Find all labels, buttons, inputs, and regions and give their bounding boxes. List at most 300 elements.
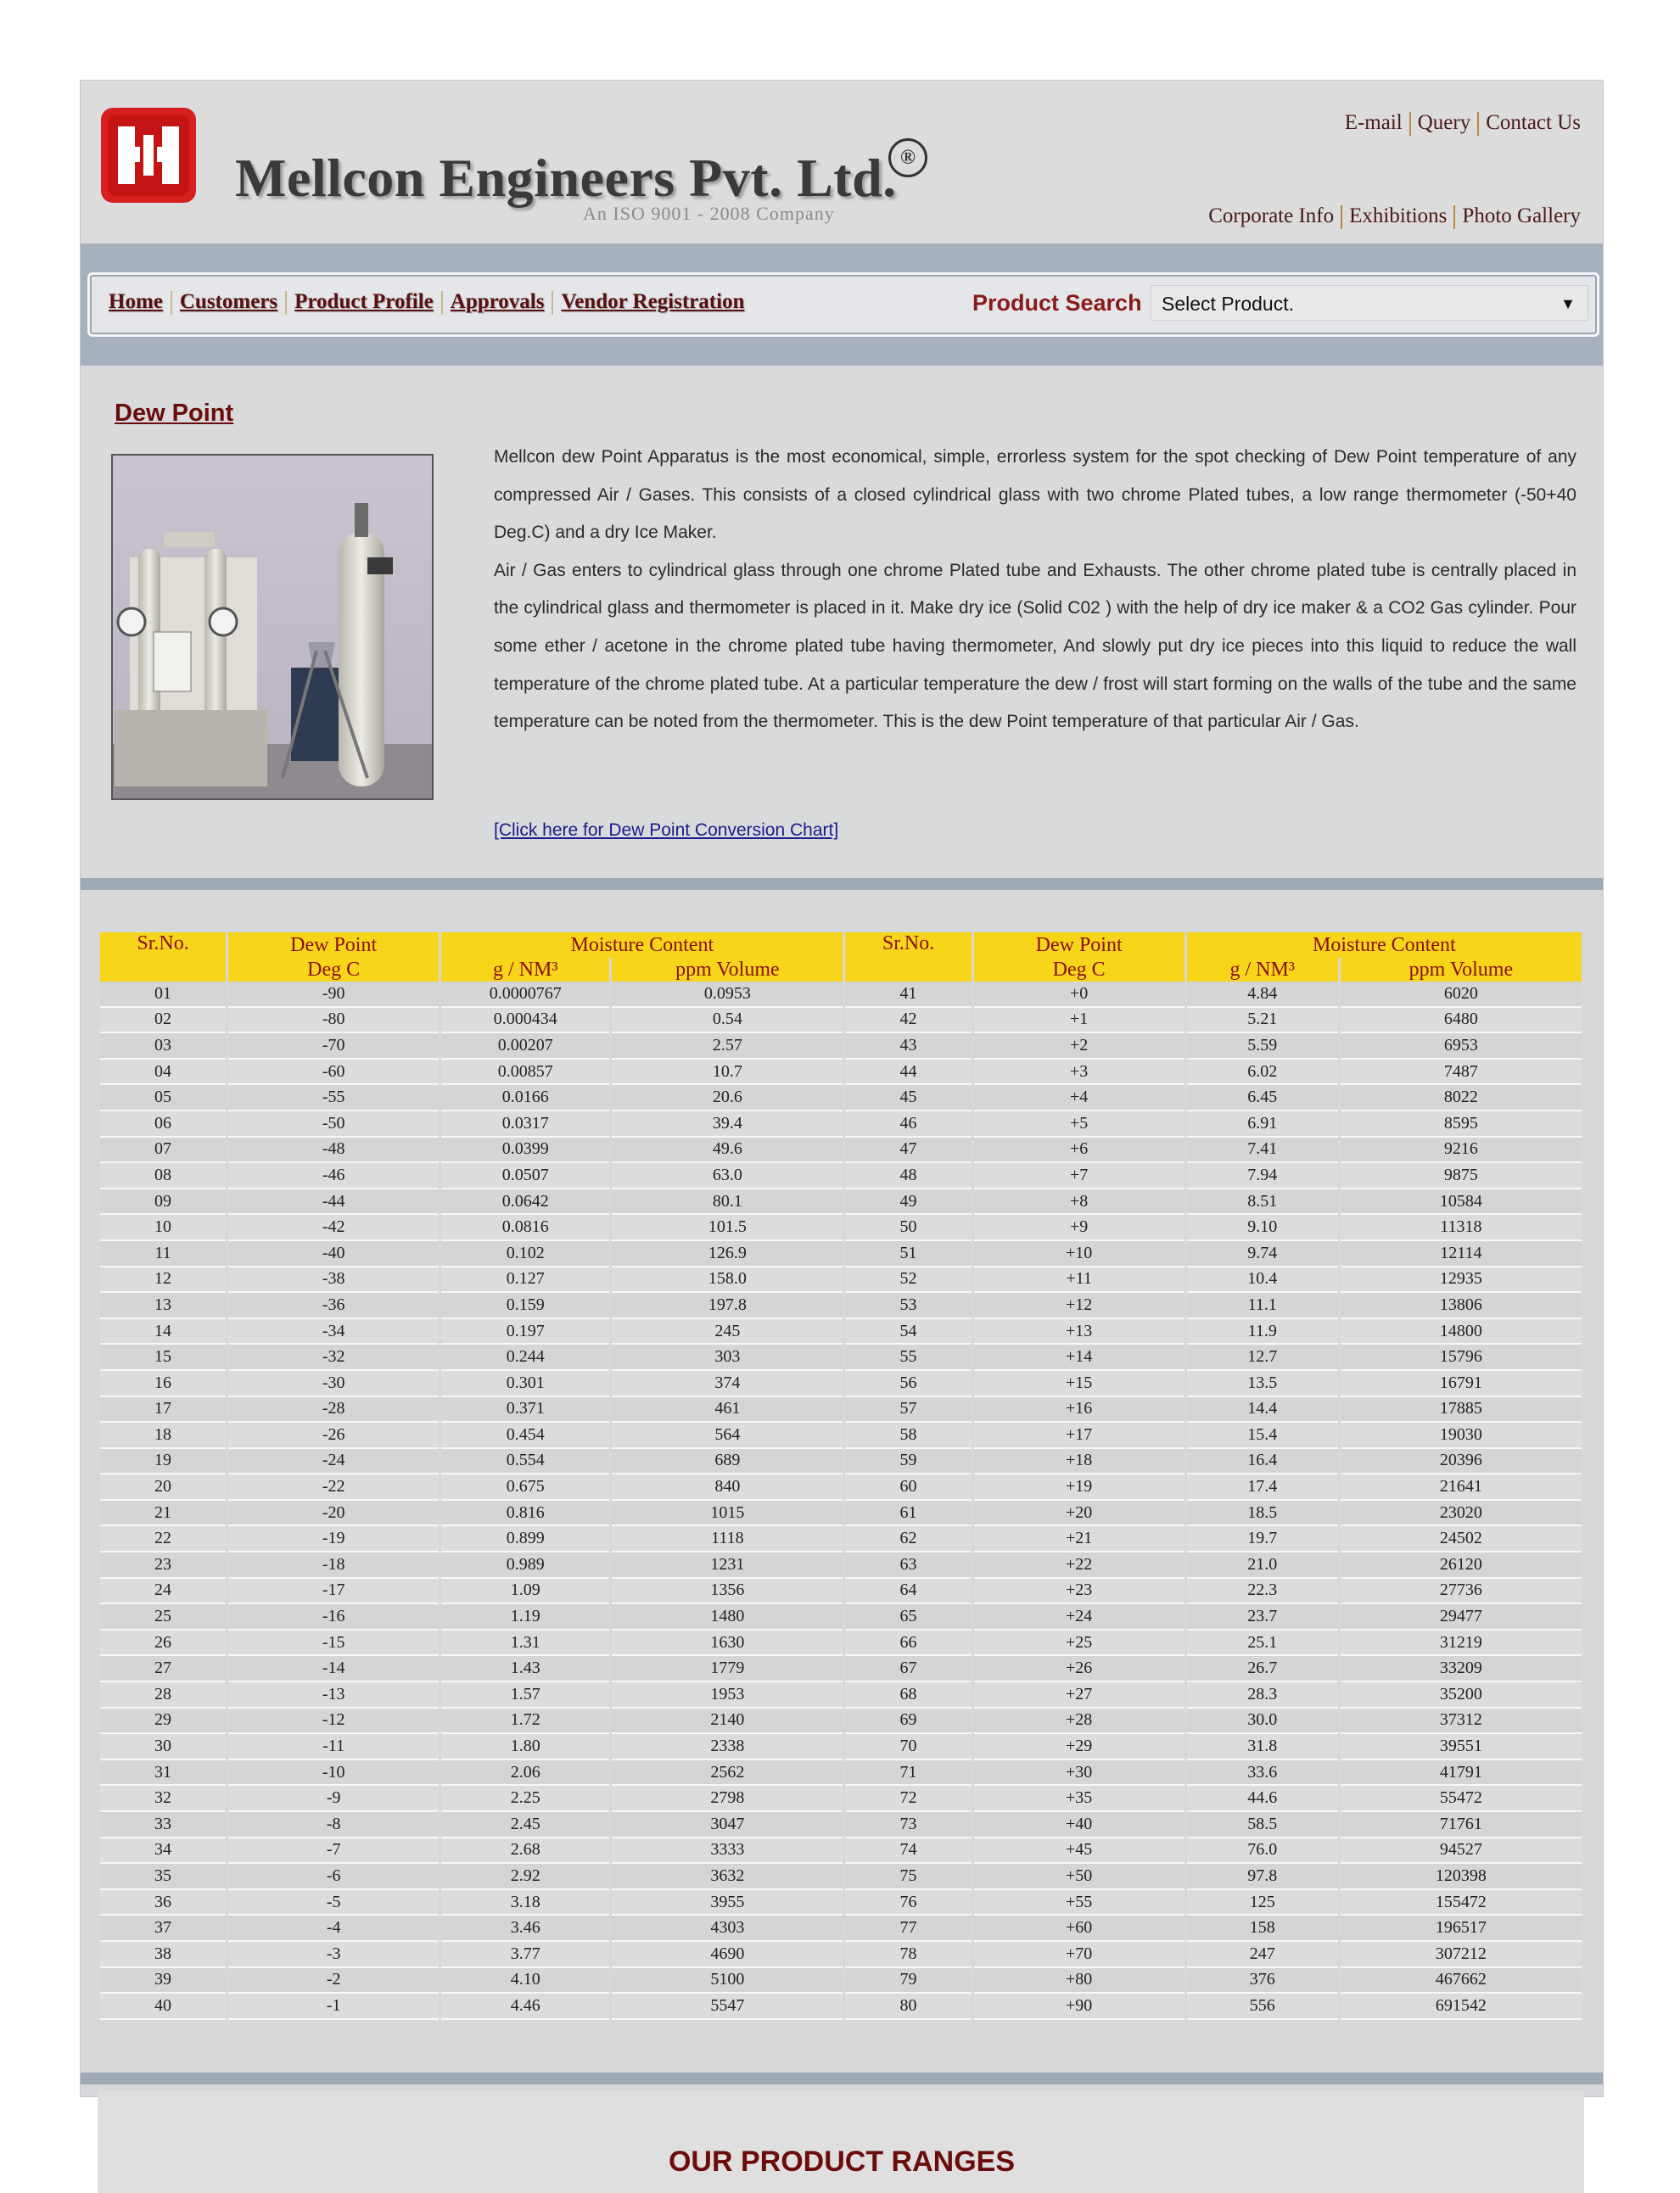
table-subheader-row — [100, 958, 1582, 982]
table-row — [100, 1890, 1582, 1916]
dew-point-cell: +6 — [974, 1138, 1184, 1164]
sr-no-cell: 16 — [100, 1371, 226, 1397]
g-nm3-cell: 0.371 — [441, 1397, 609, 1424]
table-row — [100, 1501, 1582, 1527]
dew-point-cell: -6 — [228, 1864, 439, 1890]
sr-no-cell: 31 — [100, 1760, 226, 1787]
product-select-value: Select Product. — [1162, 293, 1294, 315]
dew-point-cell: -1 — [228, 1994, 439, 2020]
sr-no-cell: 09 — [100, 1189, 226, 1216]
sr-no-cell: 02 — [100, 1008, 226, 1034]
sr-no-cell: 12 — [100, 1267, 226, 1294]
dew-point-cell: -55 — [228, 1085, 439, 1111]
conversion-chart-link[interactable]: [Click here for Dew Point Conversion Chart] — [494, 820, 839, 840]
ppm-volume-cell: 41791 — [1341, 1760, 1582, 1787]
g-nm3-cell: 11.9 — [1187, 1319, 1338, 1345]
dew-point-cell: -9 — [228, 1786, 439, 1812]
ppm-volume-cell: 80.1 — [612, 1189, 843, 1216]
sr-no-cell: 41 — [845, 982, 971, 1008]
ppm-volume-cell: 9875 — [1341, 1163, 1582, 1189]
ppm-volume-cell: 689 — [612, 1449, 843, 1475]
sr-no-cell: 25 — [100, 1604, 226, 1631]
dew-point-cell: -10 — [228, 1760, 439, 1787]
product-photo — [111, 454, 434, 800]
ppm-volume-cell: 2338 — [612, 1734, 843, 1760]
dew-point-cell: -5 — [228, 1890, 439, 1916]
g-nm3-cell: 0.454 — [441, 1423, 609, 1449]
sr-no-cell: 30 — [100, 1734, 226, 1760]
sr-no-cell: 01 — [100, 982, 226, 1008]
ppm-volume-cell: 303 — [612, 1345, 843, 1371]
sr-no-cell: 77 — [845, 1916, 971, 1942]
ppm-volume-cell: 197.8 — [612, 1293, 843, 1319]
g-nm3-cell: 5.21 — [1187, 1008, 1338, 1034]
ppm-volume-cell: 1231 — [612, 1552, 843, 1579]
sr-no-cell: 52 — [845, 1267, 971, 1294]
g-nm3-cell: 1.57 — [441, 1682, 609, 1709]
g-nm3-cell: 556 — [1187, 1994, 1338, 2020]
corporate-info-link[interactable]: Corporate Info — [1208, 204, 1335, 227]
table-row — [100, 1838, 1582, 1865]
dew-point-cell: +3 — [974, 1060, 1184, 1086]
g-nm3-cell: 14.4 — [1187, 1397, 1338, 1424]
ppm-volume-cell: 7487 — [1341, 1060, 1582, 1086]
g-nm3-cell: 5.59 — [1187, 1033, 1338, 1060]
g-nm3-cell: 6.91 — [1187, 1111, 1338, 1138]
g-nm3-cell: 0.197 — [441, 1319, 609, 1345]
sr-no-cell: 04 — [100, 1060, 226, 1086]
ppm-volume-cell: 24502 — [1341, 1526, 1582, 1552]
col-deg-c: Deg C — [228, 958, 439, 982]
dew-point-cell: +28 — [974, 1709, 1184, 1735]
g-nm3-cell: 26.7 — [1187, 1656, 1338, 1682]
sr-no-cell: 69 — [845, 1709, 971, 1735]
g-nm3-cell: 33.6 — [1187, 1760, 1338, 1787]
ppm-volume-cell: 2.57 — [612, 1033, 843, 1060]
link-divider — [1477, 112, 1479, 136]
dew-point-cell: -70 — [228, 1033, 439, 1060]
dew-point-cell: -40 — [228, 1241, 439, 1267]
dew-point-cell: +50 — [974, 1864, 1184, 1890]
ppm-volume-cell: 6953 — [1341, 1033, 1582, 1060]
g-nm3-cell: 28.3 — [1187, 1682, 1338, 1709]
sr-no-cell: 32 — [100, 1786, 226, 1812]
ppm-volume-cell: 29477 — [1341, 1604, 1582, 1631]
table-row — [100, 1604, 1582, 1631]
dew-point-cell: -36 — [228, 1293, 439, 1319]
sr-no-cell: 19 — [100, 1449, 226, 1475]
sr-no-cell: 80 — [845, 1994, 971, 2020]
g-nm3-cell: 0.000434 — [441, 1008, 609, 1034]
dew-point-cell: +90 — [974, 1994, 1184, 2020]
ppm-volume-cell: 8022 — [1341, 1085, 1582, 1111]
g-nm3-cell: 0.159 — [441, 1293, 609, 1319]
g-nm3-cell: 0.0507 — [441, 1163, 609, 1189]
g-nm3-cell: 58.5 — [1187, 1812, 1338, 1838]
ppm-volume-cell: 63.0 — [612, 1163, 843, 1189]
site-header — [81, 81, 1603, 243]
dew-point-cell: -34 — [228, 1319, 439, 1345]
ppm-volume-cell: 3632 — [612, 1864, 843, 1890]
g-nm3-cell: 0.0000767 — [441, 982, 609, 1008]
dew-point-cell: -90 — [228, 982, 439, 1008]
dew-point-cell: -7 — [228, 1838, 439, 1865]
g-nm3-cell: 11.1 — [1187, 1293, 1338, 1319]
g-nm3-cell: 0.0317 — [441, 1111, 609, 1138]
g-nm3-cell: 16.4 — [1187, 1449, 1338, 1475]
ppm-volume-cell: 31219 — [1341, 1631, 1582, 1657]
link-divider — [1341, 205, 1342, 229]
link-divider — [1409, 112, 1411, 136]
g-nm3-cell: 1.19 — [441, 1604, 609, 1631]
g-nm3-cell: 8.51 — [1187, 1189, 1338, 1216]
g-nm3-cell: 0.816 — [441, 1501, 609, 1527]
g-nm3-cell: 12.7 — [1187, 1345, 1338, 1371]
ppm-volume-cell: 1118 — [612, 1526, 843, 1552]
sr-no-cell: 60 — [845, 1474, 971, 1501]
g-nm3-cell: 0.0642 — [441, 1189, 609, 1216]
product-ranges-heading: OUR PRODUCT RANGES — [668, 2145, 1016, 2178]
table-row — [100, 1241, 1582, 1267]
col-deg-c-2: Deg C — [974, 958, 1184, 982]
ppm-volume-cell: 27736 — [1341, 1579, 1582, 1605]
table-row — [100, 1994, 1582, 2020]
col-sr-no: Sr.No. — [100, 932, 226, 982]
g-nm3-cell: 15.4 — [1187, 1423, 1338, 1449]
sr-no-cell: 34 — [100, 1838, 226, 1865]
registered-mark: ® — [888, 138, 927, 177]
product-description — [494, 439, 1576, 741]
sr-no-cell: 72 — [845, 1786, 971, 1812]
ppm-volume-cell: 17885 — [1341, 1397, 1582, 1424]
dew-point-cell: +10 — [974, 1241, 1184, 1267]
sr-no-cell: 28 — [100, 1682, 226, 1709]
g-nm3-cell: 0.554 — [441, 1449, 609, 1475]
g-nm3-cell: 0.989 — [441, 1552, 609, 1579]
ppm-volume-cell: 3955 — [612, 1890, 843, 1916]
ppm-volume-cell: 0.54 — [612, 1008, 843, 1034]
dew-point-cell: -16 — [228, 1604, 439, 1631]
g-nm3-cell: 25.1 — [1187, 1631, 1338, 1657]
dew-point-cell: +18 — [974, 1449, 1184, 1475]
col-ppm-volume-2: ppm Volume — [1341, 958, 1582, 982]
g-nm3-cell: 21.0 — [1187, 1552, 1338, 1579]
nav-product-profile[interactable]: Product Profile — [294, 290, 434, 313]
g-nm3-cell: 4.84 — [1187, 982, 1338, 1008]
product-search-label: Product Search — [972, 290, 1142, 316]
g-nm3-cell: 125 — [1187, 1890, 1338, 1916]
photo-gallery-link[interactable]: Photo Gallery — [1462, 204, 1581, 227]
nav-approvals[interactable]: Approvals — [450, 290, 545, 313]
table-row — [100, 1812, 1582, 1838]
nav-divider — [441, 291, 443, 315]
dew-point-cell: -32 — [228, 1345, 439, 1371]
company-logo-icon[interactable] — [96, 104, 201, 206]
sr-no-cell: 20 — [100, 1474, 226, 1501]
main-nav — [87, 272, 1599, 337]
g-nm3-cell: 247 — [1187, 1942, 1338, 1968]
sr-no-cell: 40 — [100, 1994, 226, 2020]
nav-divider — [552, 291, 553, 315]
sr-no-cell: 07 — [100, 1138, 226, 1164]
table-row — [100, 1189, 1582, 1216]
dew-point-cell: -26 — [228, 1423, 439, 1449]
dropdown-arrow-icon: ▼ — [1560, 295, 1576, 312]
nav-home[interactable]: Home — [109, 290, 163, 313]
g-nm3-cell: 17.4 — [1187, 1474, 1338, 1501]
g-nm3-cell: 0.0816 — [441, 1215, 609, 1241]
sr-no-cell: 11 — [100, 1241, 226, 1267]
sr-no-cell: 73 — [845, 1812, 971, 1838]
g-nm3-cell: 4.10 — [441, 1968, 609, 1994]
ppm-volume-cell: 245 — [612, 1319, 843, 1345]
g-nm3-cell: 1.43 — [441, 1656, 609, 1682]
description-paragraph-2: Air / Gas enters to cylindrical glass through one chrome Plated tube and Exhausts. The other chrome plated tube is centrally placed in the cylindrical glass and thermometer is placed in it. Make dry ice (Solid C02 ) with the help of dry ice maker & a CO2 Gas cylinder. Pour some ether / acetone in the chrome plated tube having thermometer, And slowly put dry ice pieces into this liquid to reduce the wall temperature of the chrome plated tube. At a particular temperature the dew / frost will start forming on the walls of the tube and the same temperature can be noted from the thermometer. This is the dew Point temperature of that particular Air / Gas. — [494, 560, 1576, 732]
dew-point-cell: -30 — [228, 1371, 439, 1397]
sr-no-cell: 61 — [845, 1501, 971, 1527]
dew-point-cell: +30 — [974, 1760, 1184, 1787]
table-header-row — [100, 932, 1582, 958]
dew-point-cell: -44 — [228, 1189, 439, 1216]
g-nm3-cell: 158 — [1187, 1916, 1338, 1942]
dew-point-cell: -13 — [228, 1682, 439, 1709]
table-row — [100, 1111, 1582, 1138]
iso-tagline: An ISO 9001 - 2008 Company — [583, 203, 835, 224]
sr-no-cell: 75 — [845, 1864, 971, 1890]
col-moisture-content: Moisture Content — [441, 932, 843, 958]
ppm-volume-cell: 1480 — [612, 1604, 843, 1631]
ppm-volume-cell: 37312 — [1341, 1709, 1582, 1735]
email-link[interactable]: E-mail — [1344, 111, 1403, 134]
ppm-volume-cell: 3333 — [612, 1838, 843, 1865]
sr-no-cell: 56 — [845, 1371, 971, 1397]
dew-point-table — [98, 932, 1584, 2020]
sr-no-cell: 39 — [100, 1968, 226, 1994]
g-nm3-cell: 7.94 — [1187, 1163, 1338, 1189]
ppm-volume-cell: 14800 — [1341, 1319, 1582, 1345]
g-nm3-cell: 1.09 — [441, 1579, 609, 1605]
dew-point-cell: +23 — [974, 1579, 1184, 1605]
sr-no-cell: 08 — [100, 1163, 226, 1189]
table-row — [100, 1371, 1582, 1397]
dew-point-cell: +29 — [974, 1734, 1184, 1760]
sr-no-cell: 46 — [845, 1111, 971, 1138]
g-nm3-cell: 76.0 — [1187, 1838, 1338, 1865]
nav-customers[interactable]: Customers — [179, 290, 278, 313]
g-nm3-cell: 30.0 — [1187, 1709, 1338, 1735]
ppm-volume-cell: 49.6 — [612, 1138, 843, 1164]
g-nm3-cell: 23.7 — [1187, 1604, 1338, 1631]
company-name: Mellcon Engineers Pvt. Ltd. — [235, 148, 897, 208]
nav-divider — [285, 291, 287, 315]
table-row — [100, 1942, 1582, 1968]
table-row — [100, 1760, 1582, 1787]
dew-point-cell: +9 — [974, 1215, 1184, 1241]
sr-no-cell: 58 — [845, 1423, 971, 1449]
sr-no-cell: 66 — [845, 1631, 971, 1657]
exhibitions-link[interactable]: Exhibitions — [1349, 204, 1448, 227]
g-nm3-cell: 18.5 — [1187, 1501, 1338, 1527]
g-nm3-cell: 2.45 — [441, 1812, 609, 1838]
sr-no-cell: 21 — [100, 1501, 226, 1527]
g-nm3-cell: 7.41 — [1187, 1138, 1338, 1164]
g-nm3-cell: 376 — [1187, 1968, 1338, 1994]
table-row — [100, 1060, 1582, 1086]
sr-no-cell: 37 — [100, 1916, 226, 1942]
dew-point-cell: -20 — [228, 1501, 439, 1527]
table-row — [100, 1682, 1582, 1709]
g-nm3-cell: 0.127 — [441, 1267, 609, 1294]
table-row — [100, 1033, 1582, 1060]
ppm-volume-cell: 2798 — [612, 1786, 843, 1812]
product-select[interactable] — [1151, 285, 1588, 321]
table-row — [100, 1423, 1582, 1449]
dew-point-cell: +16 — [974, 1397, 1184, 1424]
dew-point-cell: +45 — [974, 1838, 1184, 1865]
dew-point-cell: -8 — [228, 1812, 439, 1838]
sr-no-cell: 33 — [100, 1812, 226, 1838]
ppm-volume-cell: 10584 — [1341, 1189, 1582, 1216]
ppm-volume-cell: 126.9 — [612, 1241, 843, 1267]
ppm-volume-cell: 691542 — [1341, 1994, 1582, 2020]
sr-no-cell: 53 — [845, 1293, 971, 1319]
dew-point-cell: -19 — [228, 1526, 439, 1552]
sr-no-cell: 10 — [100, 1215, 226, 1241]
dew-point-cell: +12 — [974, 1293, 1184, 1319]
table-row — [100, 1579, 1582, 1605]
dew-point-cell: +11 — [974, 1267, 1184, 1294]
dew-point-cell: -60 — [228, 1060, 439, 1086]
nav-vendor-registration[interactable]: Vendor Registration — [561, 290, 745, 313]
ppm-volume-cell: 71761 — [1341, 1812, 1582, 1838]
table-row — [100, 1968, 1582, 1994]
sr-no-cell: 48 — [845, 1163, 971, 1189]
ppm-volume-cell: 1015 — [612, 1501, 843, 1527]
dew-point-cell: -48 — [228, 1138, 439, 1164]
sr-no-cell: 49 — [845, 1189, 971, 1216]
ppm-volume-cell: 11318 — [1341, 1215, 1582, 1241]
table-row — [100, 1267, 1582, 1294]
g-nm3-cell: 2.06 — [441, 1760, 609, 1787]
ppm-volume-cell: 94527 — [1341, 1838, 1582, 1865]
g-nm3-cell: 3.77 — [441, 1942, 609, 1968]
ppm-volume-cell: 12114 — [1341, 1241, 1582, 1267]
ppm-volume-cell: 1356 — [612, 1579, 843, 1605]
g-nm3-cell: 1.72 — [441, 1709, 609, 1735]
dew-point-cell: +25 — [974, 1631, 1184, 1657]
section-divider — [81, 2073, 1603, 2084]
ppm-volume-cell: 120398 — [1341, 1864, 1582, 1890]
col-ppm-volume: ppm Volume — [612, 958, 843, 982]
contact-us-link[interactable]: Contact Us — [1486, 111, 1581, 134]
ppm-volume-cell: 374 — [612, 1371, 843, 1397]
table-row — [100, 1916, 1582, 1942]
ppm-volume-cell: 1779 — [612, 1656, 843, 1682]
g-nm3-cell: 31.8 — [1187, 1734, 1338, 1760]
ppm-volume-cell: 307212 — [1341, 1942, 1582, 1968]
ppm-volume-cell: 55472 — [1341, 1786, 1582, 1812]
col-g-nm3-2: g / NM³ — [1187, 958, 1338, 982]
sr-no-cell: 23 — [100, 1552, 226, 1579]
sr-no-cell: 24 — [100, 1579, 226, 1605]
g-nm3-cell: 3.46 — [441, 1916, 609, 1942]
ppm-volume-cell: 461 — [612, 1397, 843, 1424]
dew-point-cell: -46 — [228, 1163, 439, 1189]
sr-no-cell: 59 — [845, 1449, 971, 1475]
dew-point-cell: +70 — [974, 1942, 1184, 1968]
ppm-volume-cell: 5100 — [612, 1968, 843, 1994]
sr-no-cell: 67 — [845, 1656, 971, 1682]
sr-no-cell: 36 — [100, 1890, 226, 1916]
sr-no-cell: 79 — [845, 1968, 971, 1994]
ppm-volume-cell: 840 — [612, 1474, 843, 1501]
dew-point-cell: -12 — [228, 1709, 439, 1735]
query-link[interactable]: Query — [1417, 111, 1471, 134]
dew-point-cell: +60 — [974, 1916, 1184, 1942]
sr-no-cell: 63 — [845, 1552, 971, 1579]
dew-point-cell: +2 — [974, 1033, 1184, 1060]
sub-links — [1208, 204, 1581, 229]
sr-no-cell: 42 — [845, 1008, 971, 1034]
ppm-volume-cell: 155472 — [1341, 1890, 1582, 1916]
g-nm3-cell: 2.92 — [441, 1864, 609, 1890]
table-row — [100, 1319, 1582, 1345]
table-row — [100, 1786, 1582, 1812]
ppm-volume-cell: 33209 — [1341, 1656, 1582, 1682]
table-body — [100, 982, 1582, 2020]
ppm-volume-cell: 13806 — [1341, 1293, 1582, 1319]
ppm-volume-cell: 19030 — [1341, 1423, 1582, 1449]
sr-no-cell: 15 — [100, 1345, 226, 1371]
g-nm3-cell: 1.31 — [441, 1631, 609, 1657]
dew-point-cell: -15 — [228, 1631, 439, 1657]
table-row — [100, 1656, 1582, 1682]
dew-point-cell: +55 — [974, 1890, 1184, 1916]
g-nm3-cell: 0.675 — [441, 1474, 609, 1501]
table-row — [100, 1085, 1582, 1111]
g-nm3-cell: 0.244 — [441, 1345, 609, 1371]
g-nm3-cell: 22.3 — [1187, 1579, 1338, 1605]
sr-no-cell: 13 — [100, 1293, 226, 1319]
sr-no-cell: 65 — [845, 1604, 971, 1631]
top-links — [1345, 111, 1581, 136]
table-row — [100, 1631, 1582, 1657]
sr-no-cell: 17 — [100, 1397, 226, 1424]
col-dew-point-2: Dew Point — [974, 932, 1184, 958]
g-nm3-cell: 9.74 — [1187, 1241, 1338, 1267]
dew-point-cell: +17 — [974, 1423, 1184, 1449]
table-row — [100, 1552, 1582, 1579]
dew-point-cell: +8 — [974, 1189, 1184, 1216]
table-row — [100, 1163, 1582, 1189]
ppm-volume-cell: 39.4 — [612, 1111, 843, 1138]
sr-no-cell: 38 — [100, 1942, 226, 1968]
dew-point-cell: +24 — [974, 1604, 1184, 1631]
sr-no-cell: 22 — [100, 1526, 226, 1552]
dew-point-cell: -14 — [228, 1656, 439, 1682]
page-frame — [80, 80, 1604, 2178]
col-sr-no-2: Sr.No. — [845, 932, 971, 982]
g-nm3-cell: 0.00857 — [441, 1060, 609, 1086]
description-paragraph-1: Mellcon dew Point Apparatus is the most economical, simple, errorless system for the spot checking of Dew Point temperature of any compressed Air / Gases. This consists of a closed cylindrical glass with two chrome Plated tubes, a low range thermometer (-50+40 Deg.C) and a dry Ice Maker. — [494, 447, 1576, 543]
dew-point-cell: -42 — [228, 1215, 439, 1241]
g-nm3-cell: 10.4 — [1187, 1267, 1338, 1294]
table-row — [100, 1734, 1582, 1760]
ppm-volume-cell: 8595 — [1341, 1111, 1582, 1138]
sr-no-cell: 29 — [100, 1709, 226, 1735]
ppm-volume-cell: 6020 — [1341, 982, 1582, 1008]
ppm-volume-cell: 0.0953 — [612, 982, 843, 1008]
